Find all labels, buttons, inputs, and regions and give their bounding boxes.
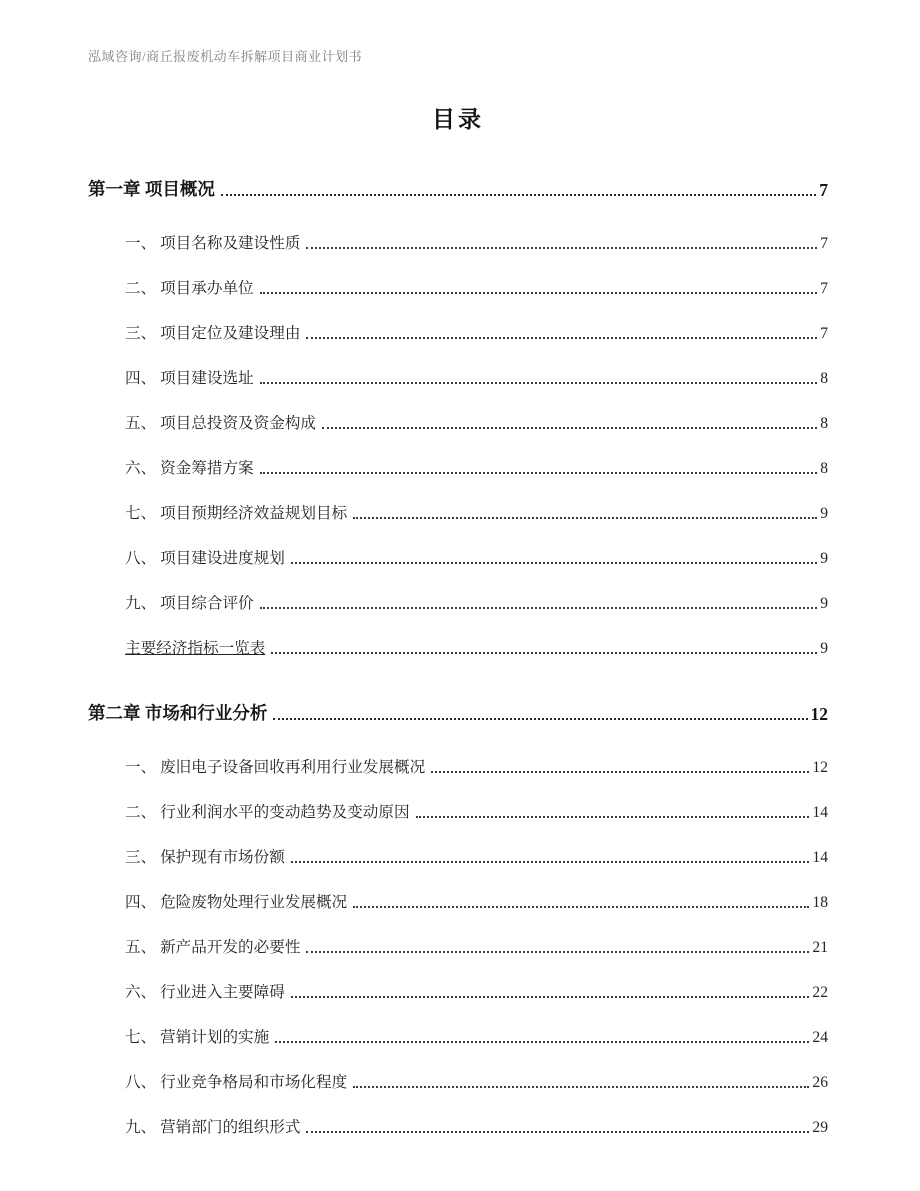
toc-entry-title: 五、 新产品开发的必要性 (125, 939, 301, 956)
toc-item-row (88, 980, 828, 1002)
page-number: 12 (812, 759, 828, 776)
leader-dots (260, 292, 818, 294)
leader-dots (431, 771, 809, 773)
page-number: 26 (812, 1074, 828, 1091)
leader-dots (353, 517, 817, 519)
leader-dots (260, 472, 818, 474)
toc-item-row (88, 636, 828, 658)
page-number: 9 (820, 550, 828, 567)
leader-dots (306, 337, 817, 339)
toc-chapter-row (88, 176, 828, 201)
toc-item-row (88, 1025, 828, 1047)
toc-entry-title: 九、 营销部门的组织形式 (125, 1119, 301, 1136)
page-number: 18 (812, 894, 828, 911)
toc-entry-title: 一、 项目名称及建设性质 (125, 235, 301, 252)
leader-dots (291, 861, 810, 863)
page-number: 7 (819, 180, 828, 200)
leader-dots (221, 194, 816, 196)
toc-item-row (88, 501, 828, 523)
toc-entry-title: 七、 营销计划的实施 (125, 1029, 270, 1046)
page-number: 21 (812, 939, 828, 956)
toc-item-row (88, 276, 828, 298)
page-title: 目录 (432, 107, 484, 132)
toc-item-row (88, 591, 828, 613)
page-number: 9 (820, 595, 828, 612)
toc-entry-title: 主要经济指标一览表 (125, 640, 266, 657)
toc-chapter-row (88, 700, 828, 725)
leader-dots (306, 1131, 809, 1133)
leader-dots (260, 607, 818, 609)
toc-item-row (88, 1115, 828, 1137)
leader-dots (306, 951, 809, 953)
leader-dots (260, 382, 818, 384)
page-number: 7 (820, 235, 828, 252)
page-number: 14 (812, 804, 828, 821)
page-number: 9 (820, 640, 828, 657)
page-number: 7 (820, 325, 828, 342)
toc-item-row (88, 366, 828, 388)
page-number: 7 (820, 280, 828, 297)
toc-entry-title: 六、 资金筹措方案 (125, 460, 254, 477)
toc-entry-title: 八、 行业竞争格局和市场化程度 (125, 1074, 348, 1091)
toc-item-row (88, 231, 828, 253)
toc-entry-title: 二、 项目承办单位 (125, 280, 254, 297)
leader-dots (291, 996, 810, 998)
leader-dots (322, 427, 817, 429)
page-number: 29 (812, 1119, 828, 1136)
page-number: 24 (812, 1029, 828, 1046)
leader-dots (353, 1086, 809, 1088)
toc-entry-title: 九、 项目综合评价 (125, 595, 254, 612)
leader-dots (275, 1041, 809, 1043)
document-header: 泓域咨询/商丘报废机动车拆解项目商业计划书 (88, 49, 363, 64)
toc-item-row (88, 935, 828, 957)
page-number: 8 (820, 415, 828, 432)
leader-dots (291, 562, 817, 564)
page-number: 22 (812, 984, 828, 1001)
page-number: 9 (820, 505, 828, 522)
toc-entry-title: 八、 项目建设进度规划 (125, 550, 285, 567)
toc-item-row (88, 456, 828, 478)
leader-dots (353, 906, 809, 908)
toc-item-row (88, 321, 828, 343)
leader-dots (416, 816, 810, 818)
leader-dots (271, 652, 817, 654)
toc-item-row (88, 546, 828, 568)
toc-entry-title: 第二章 市场和行业分析 (88, 703, 268, 723)
toc-item-row (88, 800, 828, 822)
toc-entry-title: 六、 行业进入主要障碍 (125, 984, 285, 1001)
page-number: 12 (810, 704, 828, 724)
toc-item-row (88, 1070, 828, 1092)
toc-entry-title: 五、 项目总投资及资金构成 (125, 415, 317, 432)
toc-item-row (88, 845, 828, 867)
toc-item-row (88, 755, 828, 777)
toc-item-row (88, 890, 828, 912)
toc-item-row (88, 411, 828, 433)
toc-entry-title: 二、 行业利润水平的变动趋势及变动原因 (125, 804, 410, 821)
leader-dots (306, 247, 817, 249)
toc-entry-title: 第一章 项目概况 (88, 179, 215, 199)
toc-entry-title: 一、 废旧电子设备回收再利用行业发展概况 (125, 759, 426, 776)
leader-dots (273, 718, 807, 720)
table-of-contents (88, 176, 828, 1137)
page-number: 14 (812, 849, 828, 866)
toc-entry-title: 四、 项目建设选址 (125, 370, 254, 387)
page-number: 8 (820, 460, 828, 477)
toc-entry-title: 三、 保护现有市场份额 (125, 849, 285, 866)
page-number: 8 (820, 370, 828, 387)
toc-entry-title: 三、 项目定位及建设理由 (125, 325, 301, 342)
toc-entry-title: 四、 危险废物处理行业发展概况 (125, 894, 348, 911)
toc-entry-title: 七、 项目预期经济效益规划目标 (125, 505, 348, 522)
